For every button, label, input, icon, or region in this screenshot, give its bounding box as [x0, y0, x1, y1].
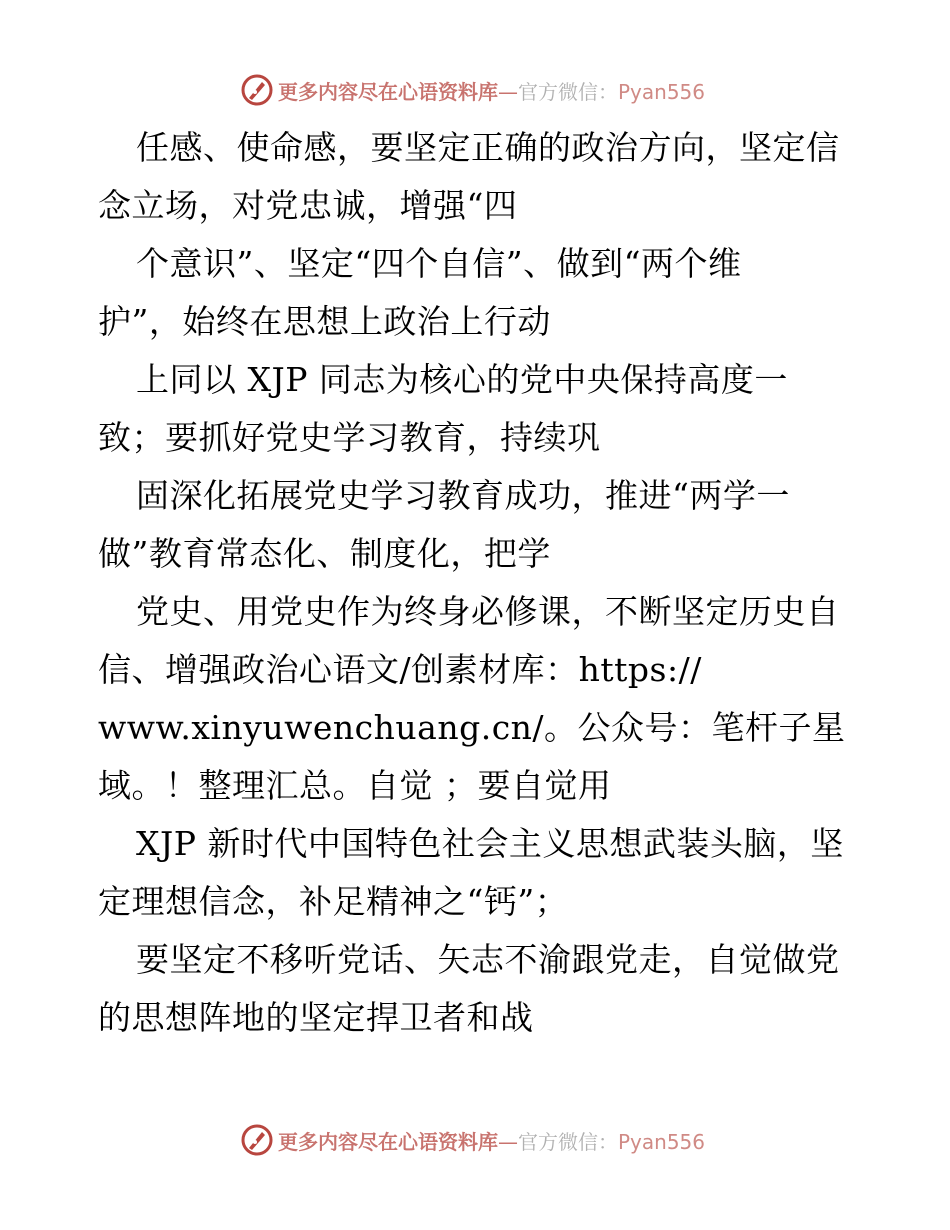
watermark-group [240, 1123, 705, 1157]
watermark-site-text: 更多内容尽在心语资料库 [277, 79, 498, 104]
body-line: 致；要抓好党史学习教育，持续巩 [98, 418, 601, 457]
body-line: 党史、用党史作为终身必修课，不断坚定历史自 [136, 592, 840, 631]
watermark-id: Pyan556 [617, 79, 705, 104]
watermark-label: 官方微信： [517, 79, 618, 104]
watermark-label: 官方微信： [517, 1129, 618, 1154]
body-line: 护”，始终在思想上政治上行动 [98, 302, 551, 341]
header-watermark [0, 70, 950, 110]
body-line: 的思想阵地的坚定捍卫者和战 [98, 998, 534, 1037]
body-line: 个意识”、坚定“四个自信”、做到“两个维 [136, 244, 742, 283]
body-line: 信、增强政治心语文/创素材库：https:// [98, 650, 702, 689]
body-line: 定理想信念，补足精神之“钙”； [98, 882, 569, 921]
watermark-dash: — [497, 79, 518, 104]
watermark-dash: — [497, 1129, 518, 1154]
body-line: 任感、使命感，要坚定正确的政治方向，坚定信 [136, 128, 840, 167]
body-line: XJP 新时代中国特色社会主义思想武装头脑，坚 [136, 824, 844, 863]
footer-watermark [0, 1120, 950, 1160]
body-line: 域。！整理汇总。自觉 ；要自觉用 [98, 766, 612, 805]
watermark-group [240, 73, 705, 107]
body-line: 念立场，对党忠诚，增强“四 [98, 186, 518, 225]
quill-logo-icon [240, 1123, 274, 1157]
quill-logo-icon [240, 73, 274, 107]
body-line: www.xinyuwenchuang.cn/。公众号：笔杆子星 [98, 708, 846, 747]
body-line: 上同以 XJP 同志为核心的党中央保持高度一 [136, 360, 788, 399]
body-line: 要坚定不移听党话、矢志不渝跟党走，自觉做党 [136, 940, 840, 979]
body-line: 固深化拓展党史学习教育成功，推进“两学一 [136, 476, 790, 515]
watermark-site-text: 更多内容尽在心语资料库 [277, 1129, 498, 1154]
watermark-id: Pyan556 [617, 1129, 705, 1154]
body-line: 做”教育常态化、制度化，把学 [98, 534, 551, 573]
